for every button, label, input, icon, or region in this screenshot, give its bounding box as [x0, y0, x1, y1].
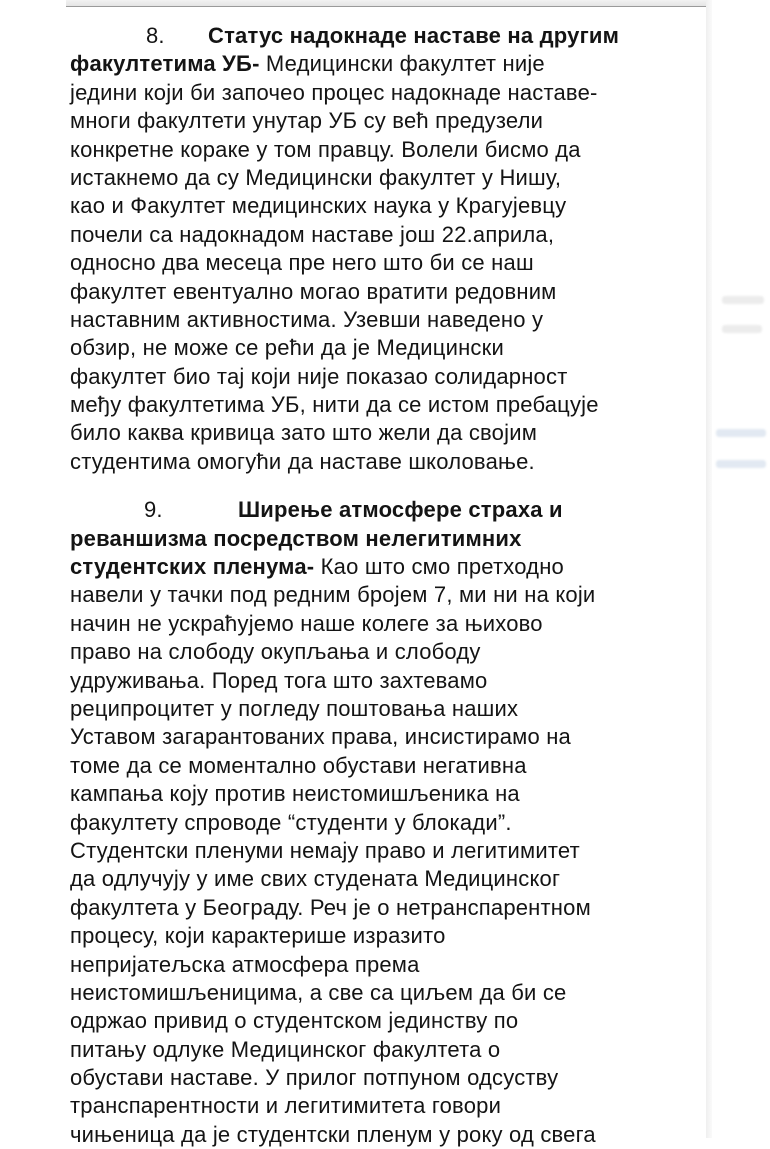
document-page: [70, 22, 710, 1149]
body-text: Као што смо претходно: [314, 554, 564, 580]
section-9-title-cont: реваншизма посредством нелегитимних: [70, 525, 522, 551]
bleed-through-mark: [722, 296, 764, 304]
section-9-title: Ширење атмосфере страха и: [238, 497, 563, 523]
body-line: непријатељска атмосфера према: [70, 951, 420, 977]
section-9-title-row: [70, 496, 710, 524]
body-line: Уставом загарантованих права, инсистирамо на: [70, 724, 571, 750]
body-line: као и Факултет медицинских наука у Крагујевцу: [70, 193, 567, 219]
body-line: факултету спроводе “студенти у блокади”.: [70, 809, 512, 835]
body-line: навели у тачки под редним бројем 7, ми ни на који: [70, 582, 596, 608]
body-line: обустави наставе. У прилог потпуном одсуству: [70, 1065, 559, 1091]
body-line: међу факултетима УБ, нити да се истом пребацује: [70, 392, 599, 418]
body-line: реципроцитет у погледу поштовања наших: [70, 695, 519, 721]
section-9-number: 9.: [144, 497, 163, 523]
body-line: факултета у Београду. Реч је о нетранспарентном: [70, 894, 591, 920]
body-line: одржао привид о студентском јединству по: [70, 1008, 519, 1034]
section-8-title: Статус надокнаде наставе на другим: [208, 23, 620, 48]
bleed-through-mark: [716, 460, 766, 468]
bleed-through-mark: [722, 325, 762, 333]
paragraph-gap: [70, 476, 710, 496]
section-8-number: 8.: [146, 23, 165, 48]
body-line: чињеница да је студентски пленум у року од свега: [70, 1121, 596, 1147]
body-line: истакнемо да су Медицински факултет у Нишу,: [70, 164, 562, 190]
body-text: Медицински факултет није: [259, 51, 545, 77]
body-line: студентима омогући да наставе школовање.: [70, 448, 535, 474]
body-line: односно два месеца пре него што би се наш: [70, 250, 534, 276]
body-line: начин не ускраћујемо наше колеге за њихово: [70, 610, 543, 636]
body-line: кампања коју против неистомишљеника на: [70, 781, 520, 807]
body-line: удруживања. Поред тога што захтевамо: [70, 667, 488, 693]
body-line: да одлучују у име свих студената Медицинског: [70, 866, 561, 892]
body-line: транспарентности и легитимитета говори: [70, 1093, 502, 1119]
body-line: било каква кривица зато што жели да својим: [70, 420, 538, 446]
body-line: право на слободу окупљања и слободу: [70, 639, 481, 665]
body-line: наставним активностима. Узевши наведено у: [70, 306, 544, 332]
body-line: конкретне кораке у том правцу. Волели бисмо да: [70, 136, 581, 162]
body-line: почели са надокнадом наставе још 22.априла,: [70, 221, 555, 247]
section-9-title-end: студентских пленума-: [70, 554, 315, 580]
body-line: томе да се моментално обустави негативна: [70, 752, 527, 778]
section-9-title-row-3: [70, 553, 710, 581]
body-line: неистомишљеницима, а све са циљем да би се: [70, 979, 567, 1005]
body-line: многи факултети унутар УБ су већ предузели: [70, 108, 544, 134]
body-line: факултет евентуално могао вратити редовним: [70, 278, 557, 304]
body-line: Студентски пленуми немају право и легитимитет: [70, 837, 580, 863]
section-8-title-row: [70, 22, 710, 50]
section-8-title-cont: факултетима УБ-: [70, 51, 260, 77]
bleed-through-mark: [716, 429, 766, 437]
body-line: једини који би започео процес надокнаде наставе-: [70, 79, 598, 105]
body-line: обзир, не може се рећи да је Медицински: [70, 335, 504, 361]
body-line: процесу, који карактерише изразито: [70, 923, 446, 949]
body-line: питању одлуке Медицинског факултета о: [70, 1036, 501, 1062]
body-line: факултет био тај који није показао солидарност: [70, 363, 568, 389]
previous-page-edge: [66, 0, 708, 7]
section-8-title-row-2: [70, 50, 710, 78]
